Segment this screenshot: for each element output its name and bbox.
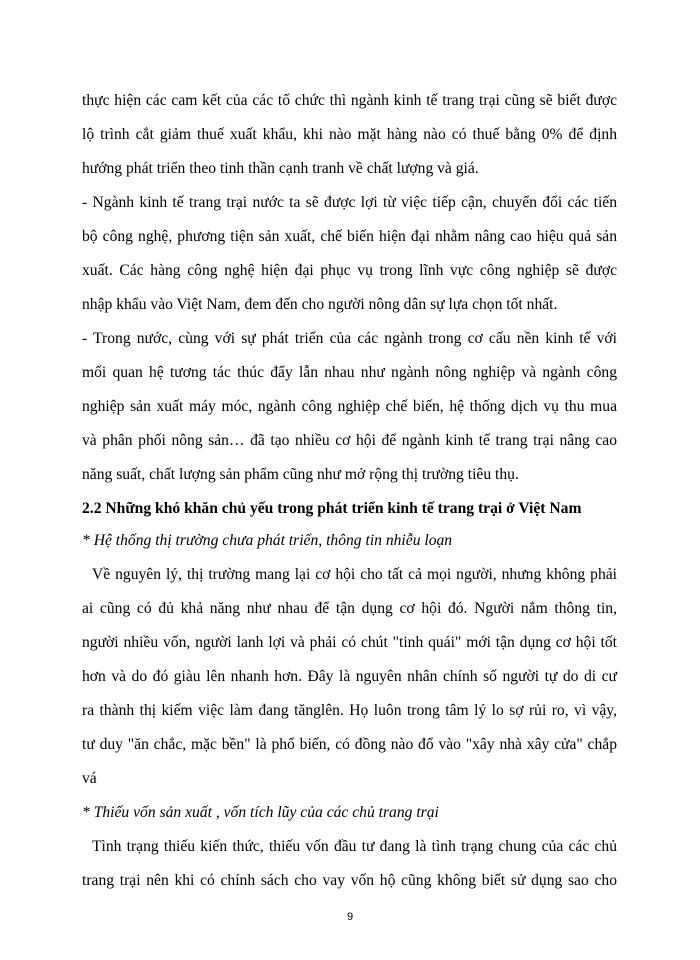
section-heading: 2.2 Những khó khăn chủ yếu trong phát triển kinh tế trang trại ở Việt Nam (82, 500, 582, 517)
body-line: vá (82, 770, 97, 787)
body-line: nhập khẩu vào Việt Nam, đem đến cho người nông dân sự lựa chọn tốt nhất. (82, 296, 558, 313)
body-line: người nhiều vốn, người lanh lợi và phải có chút "tinh quái" mới tận dụng cơ hội tốt (82, 634, 617, 651)
body-line: thực hiện các cam kết của các tổ chức thì ngành kinh tế trang trại cũng sẽ biết được (82, 92, 617, 109)
body-line: tư duy "ăn chắc, mặc bền" là phổ biến, có đồng nào đổ vào "xây nhà xây cửa" chắp (82, 736, 617, 753)
body-line: nghiệp sản xuất máy móc, ngành công nghiệp chế biến, hệ thống dịch vụ thu mua (82, 398, 617, 415)
body-line: - Trong nước, cùng với sự phát triển của các ngành trong cơ cấu nền kinh tế với (82, 330, 617, 347)
body-line: trang trại nên khi có chính sách cho vay vốn hộ cũng không biết sử dụng sao cho (82, 872, 617, 889)
subsection-heading: * Hệ thống thị trường chưa phát triển, thông tin nhiễu loạn (82, 532, 453, 549)
body-line: bộ công nghệ, phương tiện sản xuất, chế biến hiện đại nhằm nâng cao hiệu quả sản (82, 228, 617, 245)
body-line: mối quan hệ tương tác thúc đẩy lẫn nhau như ngành nông nghiệp và ngành công (82, 364, 617, 381)
body-line: - Ngành kinh tế trang trại nước ta sẽ được lợi từ việc tiếp cận, chuyển đổi các tiến (82, 194, 617, 211)
body-line: Về nguyên lý, thị trường mang lại cơ hội cho tất cả mọi người, nhưng không phải (92, 566, 617, 583)
body-line: hơn và do đó giàu lên nhanh hơn. Đây là nguyên nhân chính số người tự do di cư (82, 668, 617, 685)
body-line: Tình trạng thiếu kiến thức, thiếu vốn đầu tư đang là tình trạng chung của các chủ (92, 838, 617, 855)
page-number: 9 (346, 911, 354, 923)
body-line: và phân phối nông sản… đã tạo nhiều cơ hội để ngành kinh tế trang trại nâng cao (82, 432, 617, 449)
body-line: hướng phát triển theo tinh thần cạnh tranh về chất lượng và giá. (82, 160, 479, 177)
body-line: ai cũng có đủ khả năng như nhau để tận dụng cơ hội đó. Người nắm thông tin, (82, 600, 617, 617)
body-line: lộ trình cắt giảm thuế xuất khẩu, khi nào mặt hàng nào có thuế bằng 0% để định (82, 126, 617, 143)
body-line: ra thành thị kiếm việc làm đang tănglên. Họ luôn trong tâm lý lo sợ rủi ro, vì vậy, (82, 702, 617, 719)
body-line: năng suất, chất lượng sản phẩm cũng như mở rộng thị trường tiêu thụ. (82, 466, 519, 483)
subsection-heading: * Thiếu vốn sản xuất , vốn tích lũy của các chủ trang trại (82, 804, 439, 821)
body-line: xuất. Các hàng công nghệ hiện đại phục vụ trong lĩnh vực công nghiệp sẽ được (82, 262, 617, 279)
